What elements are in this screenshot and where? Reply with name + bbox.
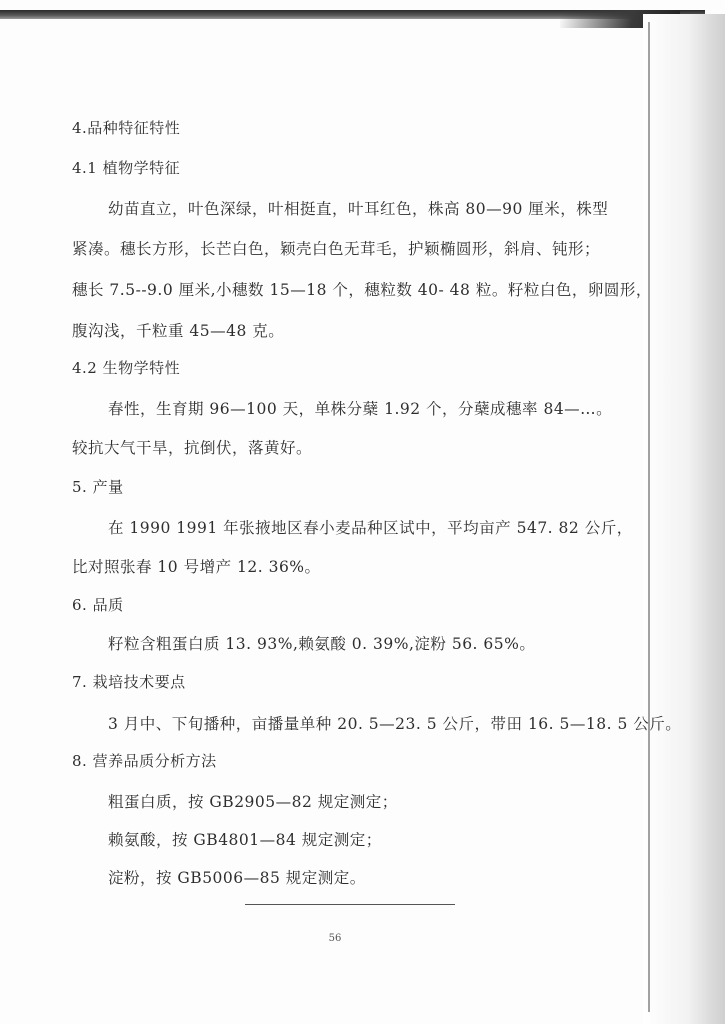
section-4-1-heading: 4.1 植物学特征 — [72, 159, 181, 177]
section-7-line-1: 3 月中、下旬播种，亩播量单种 20. 5—23. 5 公斤，带田 16. 5—18. 5 公斤。 — [108, 715, 682, 733]
section-4-1-line-4: 腹沟浅，千粒重 45—48 克。 — [72, 322, 285, 340]
scan-binding-line — [648, 22, 650, 1012]
section-8-line-3: 淀粉，按 GB5006—85 规定测定。 — [108, 869, 366, 887]
section-8-heading: 8. 营养品质分析方法 — [72, 752, 217, 770]
scan-binding-shadow — [643, 14, 725, 1024]
section-8-line-1: 粗蛋白质，按 GB2905—82 规定测定； — [108, 793, 398, 811]
section-4-1-line-1: 幼苗直立，叶色深绿，叶相挺直，叶耳红色，株高 80—90 厘米，株型 — [108, 200, 609, 218]
page-number: 56 — [328, 933, 342, 944]
footer-rule — [245, 904, 455, 905]
section-6-line-1: 籽粒含粗蛋白质 13. 93%,赖氨酸 0. 39%,淀粉 56. 65%。 — [108, 635, 536, 653]
section-5-line-1: 在 1990 1991 年张掖地区春小麦品种区试中，平均亩产 547. 82 公斤， — [108, 519, 633, 537]
section-8-line-2: 赖氨酸，按 GB4801—84 规定测定； — [108, 831, 382, 849]
section-5-line-2: 比对照张春 10 号增产 12. 36%。 — [72, 558, 321, 576]
section-4-1-line-3: 穗长 7.5--9.0 厘米,小穗数 15—18 个，穗粒数 40- 48 粒。籽粒白色，卵圆形， — [72, 281, 652, 299]
section-4-2-heading: 4.2 生物学特性 — [72, 359, 181, 377]
section-4-1-line-2: 紧凑。穗长方形，长芒白色，颖壳白色无茸毛，护颖椭圆形，斜肩、钝形； — [72, 240, 601, 258]
section-7-heading: 7. 栽培技术要点 — [72, 673, 186, 691]
section-4-2-line-1: 春性，生育期 96—100 天，单株分蘖 1.92 个，分蘖成穗率 84—…。 — [108, 400, 613, 418]
section-4-2-line-2: 较抗大气干旱，抗倒伏，落黄好。 — [72, 439, 313, 457]
section-6-heading: 6. 品质 — [72, 596, 124, 614]
section-5-heading: 5. 产量 — [72, 478, 124, 496]
section-4-heading: 4.品种特征特性 — [72, 119, 181, 137]
